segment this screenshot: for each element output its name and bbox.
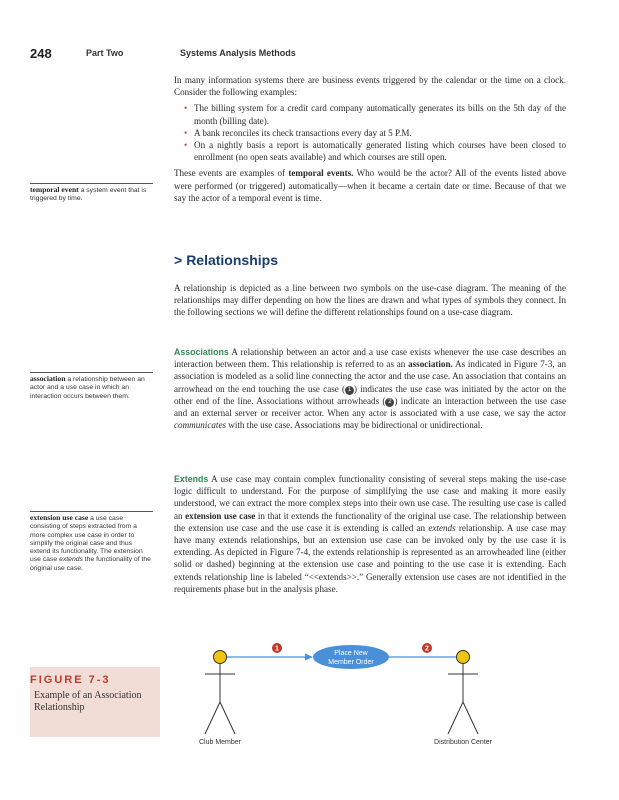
margin-definition: a relationship between an actor and a use case in which an interaction occurs between them. [30,376,145,400]
figure-title: FIGURE 7-3 [30,674,111,686]
marker-2-label: 2 [425,645,429,653]
association-term: association. [408,359,453,370]
text-span: A relationship is depicted as a line between two symbols on the use-case diagram. The meaning of the relationships may differ depending on how the lines are drawn and what types of symbols they connect. In the following sections we will define the different relationships found on a use-case diagram. [174,283,566,318]
associations-subhead: Associations [174,347,229,357]
part-label: Part Two [86,48,124,58]
marker-1-label: 1 [275,645,279,653]
divider [30,511,153,512]
margin-term: temporal event [30,185,79,194]
associations-paragraph [174,346,566,431]
actor-leg [220,702,235,734]
intro-lead: In many information systems there are business events triggered by the calendar or the time on a clock. Consider the following examples: [174,75,566,98]
extends-subhead: Extends [174,474,209,484]
temporal-term: temporal events. [288,168,354,179]
extension-term: extension use case [185,510,256,521]
text-span: As indicated in Figure 7-3, an association is modeled as a solid line connecting the actor and the use case. An association that contains an arrowhead on the end touching the use case ( [174,359,567,394]
temporal-paragraph [174,167,566,204]
actor-label-distribution-center: Distribution Center [434,739,492,746]
actor-head [457,651,470,664]
margin-definition: a system event that is triggered by time. [30,187,147,203]
figure-caption: Example of an Association Relationship [34,690,142,713]
actor-label-club-member: Club Member [198,739,242,746]
text-span: ) indicate an interaction between the use case and an external server or receiver actor. When any actor is associated with a use case, we say the actor [174,395,566,419]
text-span: A use case may contain complex functionality consisting of several steps making the use-case logic difficult to understand. For the purpose of simplifying the use case and making it more easily understood, we can extract the more complex steps into their own use case. The resulting use case is called an [174,474,566,521]
actor-leg [448,702,463,734]
association-diagram [175,640,535,750]
use-case-label-line2: Member Order [328,659,374,666]
intro-block [174,74,566,204]
actor-distribution-center-icon [448,651,478,735]
divider [30,183,153,184]
text-span: A relationship between an actor and a use case exists whenever the use case describes an interaction between them. This relationship is referred to as an [174,347,566,370]
list-item: • On a nightly basis a report is automatically generated listing which courses have been closed to enrollment (no open seats available) and which courses are still open. [184,139,566,163]
text-span: Who would be the actor? All of the events listed above were performed (or triggered) automatically—when it became a certain date or time. Because of that we say the actor of a temporal event is time. [174,168,566,203]
text-span: in that it extends the functionality of the original use case. The relationship between the extension use case and the use case it is extending is called an [174,510,566,533]
page-header [30,46,589,62]
list-item: • A bank reconciles its check transactions every day at 5 P.M. [184,127,566,139]
page-number: 248 [30,46,52,61]
text-span: extends [428,522,456,533]
extends-paragraph [174,473,566,595]
relationships-paragraph [174,282,566,319]
margin-note-extension [30,511,153,573]
examples-list [174,102,566,163]
actor-leg [205,702,220,734]
section-heading [174,252,278,268]
actor-club-member-icon [205,651,235,735]
text-span: communicates [174,420,227,431]
margin-term: extension use case [30,513,89,522]
marker-1-icon: 1 [345,386,354,395]
marker-2-icon: 2 [385,398,394,407]
margin-term: association [30,374,66,383]
section-label: Systems Analysis Methods [180,48,296,58]
text-span: with the use case. Associations may be bidirectional or unidirectional. [226,420,483,431]
list-item: • The billing system for a credit card company automatically generates its bills on the 5th day of the month (billing date). [184,102,566,126]
text-span: relationship. A use case may have many extends relationships, but an extension use case can be invoked only by the use case it is extending. As depicted in Figure 7-4, the extends relationship is represented as an arrowheaded line (either solid or dashed) beginning at the extension use case and pointing to the use case it is extending. Each extends relationship line is labeled “<<extends>>.” Generally extension use cases are not identified in the requirements phase but in the analysis phase. [174,522,566,594]
text-span: ) indicates the use case was initiated by the actor on the other end of the line. Associations without arrowheads ( [174,383,566,406]
actor-leg [463,702,478,734]
margin-note-temporal [30,183,153,204]
use-case-label-line1: Place New [334,650,368,657]
margin-definition: a use case consisting of steps extracted from a more complex use case in order to simplify the original case and thus extend its functionality. The extension use case [30,515,143,564]
actor-head [214,651,227,664]
text-span: These events are examples of [174,168,289,179]
margin-note-association [30,372,153,401]
heading-text: Relationships [186,252,278,268]
margin-definition: extends [59,556,83,564]
arrowhead-icon [305,654,313,661]
heading-mark: > [174,252,183,268]
margin-definition: the functionality of the original use case. [30,556,151,572]
divider [30,372,153,373]
